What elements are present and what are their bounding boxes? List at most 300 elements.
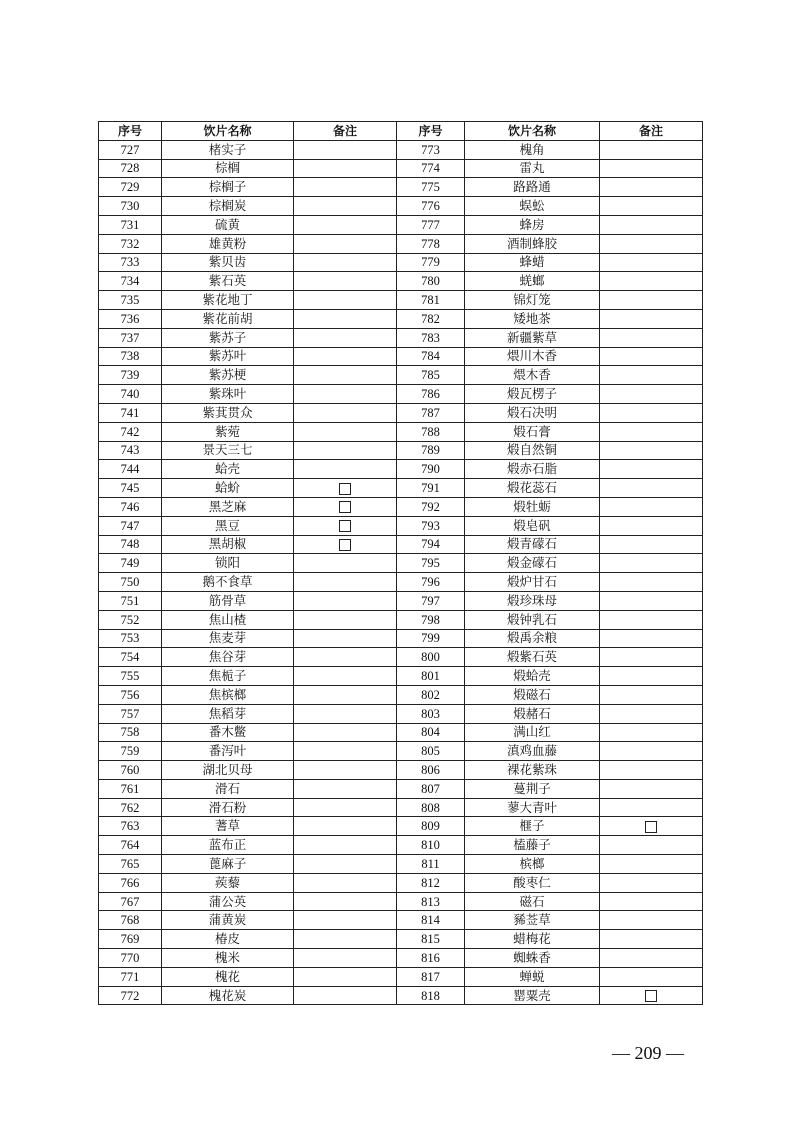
herb-name-cell: 煨川木香 (465, 347, 600, 366)
remark-cell (600, 892, 703, 911)
remark-cell (294, 328, 397, 347)
herb-name-cell: 蒺藜 (162, 873, 294, 892)
table-row (99, 272, 703, 291)
serial-number-cell: 737 (99, 328, 162, 347)
remark-cell (294, 253, 397, 272)
serial-number-cell: 777 (397, 215, 465, 234)
remark-cell (600, 215, 703, 234)
herb-name-cell: 楮实子 (162, 140, 294, 159)
table-row (99, 629, 703, 648)
table-row (99, 817, 703, 836)
remark-cell (600, 761, 703, 780)
header-name-left: 饮片名称 (162, 122, 294, 141)
herb-name-cell: 榧子 (465, 817, 600, 836)
table-row (99, 742, 703, 761)
serial-number-cell: 756 (99, 685, 162, 704)
serial-number-cell: 758 (99, 723, 162, 742)
herb-name-cell: 番泻叶 (162, 742, 294, 761)
remark-cell (294, 986, 397, 1005)
herb-name-cell: 紫花前胡 (162, 309, 294, 328)
serial-number-cell: 774 (397, 159, 465, 178)
remark-checkbox-icon (645, 821, 657, 833)
serial-number-cell: 751 (99, 591, 162, 610)
serial-number-cell: 798 (397, 610, 465, 629)
remark-cell (294, 949, 397, 968)
table-row (99, 685, 703, 704)
serial-number-cell: 794 (397, 535, 465, 554)
table-row (99, 667, 703, 686)
herb-name-cell: 紫珠叶 (162, 385, 294, 404)
herb-name-cell: 蓝布正 (162, 836, 294, 855)
table-row (99, 441, 703, 460)
remark-cell (600, 685, 703, 704)
herb-name-cell: 裸花紫珠 (465, 761, 600, 780)
remark-cell (600, 742, 703, 761)
herb-name-cell: 磁石 (465, 892, 600, 911)
serial-number-cell: 783 (397, 328, 465, 347)
herb-name-cell: 蒲公英 (162, 892, 294, 911)
serial-number-cell: 801 (397, 667, 465, 686)
header-serial-left: 序号 (99, 122, 162, 141)
remark-cell (600, 159, 703, 178)
table-row (99, 779, 703, 798)
herb-name-cell: 紫苏叶 (162, 347, 294, 366)
herb-name-cell: 蛤蚧 (162, 479, 294, 498)
serial-number-cell: 816 (397, 949, 465, 968)
table-body (99, 140, 703, 1005)
remark-cell (294, 610, 397, 629)
serial-number-cell: 750 (99, 573, 162, 592)
serial-number-cell: 812 (397, 873, 465, 892)
remark-cell (294, 892, 397, 911)
serial-number-cell: 804 (397, 723, 465, 742)
table-row (99, 197, 703, 216)
serial-number-cell: 736 (99, 309, 162, 328)
table-row (99, 497, 703, 516)
herb-name-cell: 鹅不食草 (162, 573, 294, 592)
herb-name-cell: 滑石 (162, 779, 294, 798)
herb-name-cell: 蓼大青叶 (465, 798, 600, 817)
serial-number-cell: 728 (99, 159, 162, 178)
herb-name-cell: 棕榈炭 (162, 197, 294, 216)
herb-name-cell: 煅石膏 (465, 422, 600, 441)
herb-name-cell: 蝉蜕 (465, 967, 600, 986)
serial-number-cell: 766 (99, 873, 162, 892)
table-row (99, 855, 703, 874)
remark-cell (294, 497, 397, 516)
serial-number-cell: 749 (99, 554, 162, 573)
serial-number-cell: 773 (397, 140, 465, 159)
remark-cell (600, 234, 703, 253)
herb-name-cell: 矮地茶 (465, 309, 600, 328)
herb-name-cell: 番木鳖 (162, 723, 294, 742)
herb-name-cell: 煅石决明 (465, 403, 600, 422)
serial-number-cell: 744 (99, 460, 162, 479)
herb-name-cell: 煅牡蛎 (465, 497, 600, 516)
header-remark-left: 备注 (294, 122, 397, 141)
herb-name-cell: 蒲黄炭 (162, 911, 294, 930)
remark-cell (600, 855, 703, 874)
herb-name-cell: 黑芝麻 (162, 497, 294, 516)
serial-number-cell: 754 (99, 648, 162, 667)
serial-number-cell: 787 (397, 403, 465, 422)
remark-cell (600, 704, 703, 723)
table-row (99, 554, 703, 573)
table-row (99, 309, 703, 328)
serial-number-cell: 732 (99, 234, 162, 253)
serial-number-cell: 814 (397, 911, 465, 930)
herb-name-cell: 锦灯笼 (465, 291, 600, 310)
remark-cell (294, 140, 397, 159)
herb-name-cell: 豨莶草 (465, 911, 600, 930)
remark-cell (600, 253, 703, 272)
header-remark-right: 备注 (600, 122, 703, 141)
serial-number-cell: 752 (99, 610, 162, 629)
table-row (99, 610, 703, 629)
herb-name-cell: 新疆紫草 (465, 328, 600, 347)
serial-number-cell: 802 (397, 685, 465, 704)
herb-name-cell: 硫黄 (162, 215, 294, 234)
herb-name-cell: 黑豆 (162, 516, 294, 535)
serial-number-cell: 759 (99, 742, 162, 761)
serial-number-cell: 745 (99, 479, 162, 498)
herb-name-cell: 酸枣仁 (465, 873, 600, 892)
serial-number-cell: 806 (397, 761, 465, 780)
table-row (99, 234, 703, 253)
herb-name-cell: 滇鸡血藤 (465, 742, 600, 761)
remark-cell (294, 385, 397, 404)
remark-cell (294, 159, 397, 178)
serial-number-cell: 805 (397, 742, 465, 761)
serial-number-cell: 800 (397, 648, 465, 667)
remark-cell (294, 516, 397, 535)
remark-cell (294, 967, 397, 986)
serial-number-cell: 771 (99, 967, 162, 986)
herb-name-cell: 煅珍珠母 (465, 591, 600, 610)
serial-number-cell: 813 (397, 892, 465, 911)
serial-number-cell: 811 (397, 855, 465, 874)
remark-cell (294, 366, 397, 385)
remark-cell (294, 422, 397, 441)
table-row (99, 291, 703, 310)
serial-number-cell: 742 (99, 422, 162, 441)
table-row (99, 215, 703, 234)
remark-cell (294, 309, 397, 328)
herb-name-cell: 蜡梅花 (465, 930, 600, 949)
serial-number-cell: 765 (99, 855, 162, 874)
table-row (99, 253, 703, 272)
table-row (99, 648, 703, 667)
serial-number-cell: 796 (397, 573, 465, 592)
serial-number-cell: 761 (99, 779, 162, 798)
serial-number-cell: 799 (397, 629, 465, 648)
remark-checkbox-icon (645, 990, 657, 1002)
remark-checkbox-icon (339, 501, 351, 513)
herb-name-cell: 焦谷芽 (162, 648, 294, 667)
remark-cell (294, 836, 397, 855)
remark-cell (600, 591, 703, 610)
herb-name-cell: 湖北贝母 (162, 761, 294, 780)
herb-name-cell: 槐花 (162, 967, 294, 986)
serial-number-cell: 738 (99, 347, 162, 366)
remark-cell (600, 930, 703, 949)
serial-number-cell: 769 (99, 930, 162, 949)
table-row (99, 911, 703, 930)
serial-number-cell: 803 (397, 704, 465, 723)
table-row (99, 892, 703, 911)
herb-name-cell: 蜈蚣 (465, 197, 600, 216)
herb-name-cell: 紫菀 (162, 422, 294, 441)
herb-name-cell: 煅蛤壳 (465, 667, 600, 686)
table-row (99, 798, 703, 817)
remark-cell (294, 197, 397, 216)
serial-number-cell: 740 (99, 385, 162, 404)
table-row (99, 873, 703, 892)
herb-name-cell: 煅花蕊石 (465, 479, 600, 498)
remark-cell (294, 479, 397, 498)
herb-name-cell: 满山红 (465, 723, 600, 742)
remark-cell (600, 328, 703, 347)
remark-cell (600, 779, 703, 798)
serial-number-cell: 779 (397, 253, 465, 272)
serial-number-cell: 764 (99, 836, 162, 855)
serial-number-cell: 760 (99, 761, 162, 780)
herb-name-cell: 滑石粉 (162, 798, 294, 817)
serial-number-cell: 790 (397, 460, 465, 479)
serial-number-cell: 780 (397, 272, 465, 291)
remark-cell (600, 441, 703, 460)
remark-cell (600, 986, 703, 1005)
table-row (99, 949, 703, 968)
serial-number-cell: 755 (99, 667, 162, 686)
serial-number-cell: 776 (397, 197, 465, 216)
remark-cell (600, 272, 703, 291)
herb-name-cell: 蜣螂 (465, 272, 600, 291)
serial-number-cell: 797 (397, 591, 465, 610)
remark-checkbox-icon (339, 483, 351, 495)
serial-number-cell: 727 (99, 140, 162, 159)
table-row (99, 347, 703, 366)
remark-cell (600, 667, 703, 686)
serial-number-cell: 729 (99, 178, 162, 197)
remark-cell (600, 798, 703, 817)
remark-cell (294, 742, 397, 761)
remark-cell (294, 761, 397, 780)
table-row (99, 385, 703, 404)
table-header-row (99, 122, 703, 141)
serial-number-cell: 767 (99, 892, 162, 911)
serial-number-cell: 733 (99, 253, 162, 272)
herb-name-cell: 蓍草 (162, 817, 294, 836)
serial-number-cell: 753 (99, 629, 162, 648)
remark-cell (600, 309, 703, 328)
herb-name-cell: 槐米 (162, 949, 294, 968)
table-row (99, 704, 703, 723)
remark-cell (294, 234, 397, 253)
remark-cell (600, 967, 703, 986)
herb-name-cell: 紫贝齿 (162, 253, 294, 272)
herb-name-cell: 煅自然铜 (465, 441, 600, 460)
remark-cell (600, 911, 703, 930)
herb-name-cell: 煅钟乳石 (465, 610, 600, 629)
remark-cell (294, 347, 397, 366)
herb-name-cell: 槐角 (465, 140, 600, 159)
herb-name-cell: 椿皮 (162, 930, 294, 949)
herb-name-cell: 焦麦芽 (162, 629, 294, 648)
remark-cell (294, 855, 397, 874)
serial-number-cell: 781 (397, 291, 465, 310)
header-name-right: 饮片名称 (465, 122, 600, 141)
serial-number-cell: 810 (397, 836, 465, 855)
herbal-pieces-table-container (98, 121, 702, 1005)
remark-cell (294, 554, 397, 573)
remark-checkbox-icon (339, 539, 351, 551)
remark-cell (600, 817, 703, 836)
herb-name-cell: 焦槟榔 (162, 685, 294, 704)
table-row (99, 159, 703, 178)
herb-name-cell: 煅赭石 (465, 704, 600, 723)
remark-cell (294, 460, 397, 479)
remark-cell (600, 535, 703, 554)
remark-cell (600, 723, 703, 742)
table-row (99, 460, 703, 479)
remark-cell (600, 291, 703, 310)
remark-cell (294, 215, 397, 234)
herb-name-cell: 蜂蜡 (465, 253, 600, 272)
herb-name-cell: 蜘蛛香 (465, 949, 600, 968)
serial-number-cell: 808 (397, 798, 465, 817)
herb-name-cell: 蛤壳 (162, 460, 294, 479)
herb-name-cell: 景天三七 (162, 441, 294, 460)
remark-cell (294, 591, 397, 610)
serial-number-cell: 792 (397, 497, 465, 516)
header-serial-right: 序号 (397, 122, 465, 141)
remark-cell (600, 347, 703, 366)
remark-cell (600, 460, 703, 479)
serial-number-cell: 747 (99, 516, 162, 535)
table-row (99, 328, 703, 347)
serial-number-cell: 735 (99, 291, 162, 310)
serial-number-cell: 757 (99, 704, 162, 723)
remark-cell (600, 836, 703, 855)
herb-name-cell: 槟榔 (465, 855, 600, 874)
remark-cell (294, 798, 397, 817)
serial-number-cell: 741 (99, 403, 162, 422)
remark-cell (294, 272, 397, 291)
remark-cell (600, 197, 703, 216)
table-row (99, 591, 703, 610)
herb-name-cell: 煅紫石英 (465, 648, 600, 667)
serial-number-cell: 746 (99, 497, 162, 516)
table-row (99, 366, 703, 385)
herb-name-cell: 酒制蜂胶 (465, 234, 600, 253)
remark-cell (294, 178, 397, 197)
serial-number-cell: 762 (99, 798, 162, 817)
herb-name-cell: 紫萁贯众 (162, 403, 294, 422)
herb-name-cell: 焦稻芽 (162, 704, 294, 723)
herb-name-cell: 煅金礞石 (465, 554, 600, 573)
herb-name-cell: 煅炉甘石 (465, 573, 600, 592)
herb-name-cell: 煅禹余粮 (465, 629, 600, 648)
table-row (99, 403, 703, 422)
remark-cell (294, 873, 397, 892)
remark-cell (294, 704, 397, 723)
remark-cell (294, 930, 397, 949)
herb-name-cell: 煅磁石 (465, 685, 600, 704)
serial-number-cell: 748 (99, 535, 162, 554)
table-row (99, 140, 703, 159)
remark-cell (294, 629, 397, 648)
remark-cell (294, 911, 397, 930)
table-row (99, 836, 703, 855)
page-number: — 209 — (612, 1043, 684, 1063)
remark-cell (294, 779, 397, 798)
serial-number-cell: 782 (397, 309, 465, 328)
herb-name-cell: 紫石英 (162, 272, 294, 291)
table-row (99, 422, 703, 441)
herb-name-cell: 黑胡椒 (162, 535, 294, 554)
remark-cell (294, 648, 397, 667)
herb-name-cell: 槐花炭 (162, 986, 294, 1005)
herb-name-cell: 焦栀子 (162, 667, 294, 686)
table-row (99, 967, 703, 986)
serial-number-cell: 788 (397, 422, 465, 441)
remark-cell (294, 573, 397, 592)
table-row (99, 573, 703, 592)
serial-number-cell: 807 (397, 779, 465, 798)
remark-cell (294, 535, 397, 554)
serial-number-cell: 730 (99, 197, 162, 216)
serial-number-cell: 778 (397, 234, 465, 253)
herb-name-cell: 棕榈 (162, 159, 294, 178)
herb-name-cell: 榼藤子 (465, 836, 600, 855)
herb-name-cell: 焦山楂 (162, 610, 294, 629)
herb-name-cell: 雷丸 (465, 159, 600, 178)
herbal-pieces-table (98, 121, 703, 1005)
serial-number-cell: 795 (397, 554, 465, 573)
serial-number-cell: 789 (397, 441, 465, 460)
table-row (99, 761, 703, 780)
herb-name-cell: 煅赤石脂 (465, 460, 600, 479)
table-row (99, 723, 703, 742)
remark-cell (600, 140, 703, 159)
herb-name-cell: 蓖麻子 (162, 855, 294, 874)
remark-cell (600, 497, 703, 516)
table-row (99, 178, 703, 197)
remark-cell (600, 178, 703, 197)
remark-cell (600, 403, 703, 422)
serial-number-cell: 815 (397, 930, 465, 949)
serial-number-cell: 809 (397, 817, 465, 836)
serial-number-cell: 739 (99, 366, 162, 385)
remark-cell (600, 610, 703, 629)
table-row (99, 479, 703, 498)
serial-number-cell: 786 (397, 385, 465, 404)
herb-name-cell: 锁阳 (162, 554, 294, 573)
remark-cell (294, 817, 397, 836)
remark-cell (600, 648, 703, 667)
herb-name-cell: 煅青礞石 (465, 535, 600, 554)
serial-number-cell: 785 (397, 366, 465, 385)
remark-cell (294, 685, 397, 704)
remark-cell (600, 422, 703, 441)
herb-name-cell: 紫苏子 (162, 328, 294, 347)
serial-number-cell: 818 (397, 986, 465, 1005)
herb-name-cell: 紫花地丁 (162, 291, 294, 310)
serial-number-cell: 793 (397, 516, 465, 535)
herb-name-cell: 蜂房 (465, 215, 600, 234)
remark-cell (600, 516, 703, 535)
